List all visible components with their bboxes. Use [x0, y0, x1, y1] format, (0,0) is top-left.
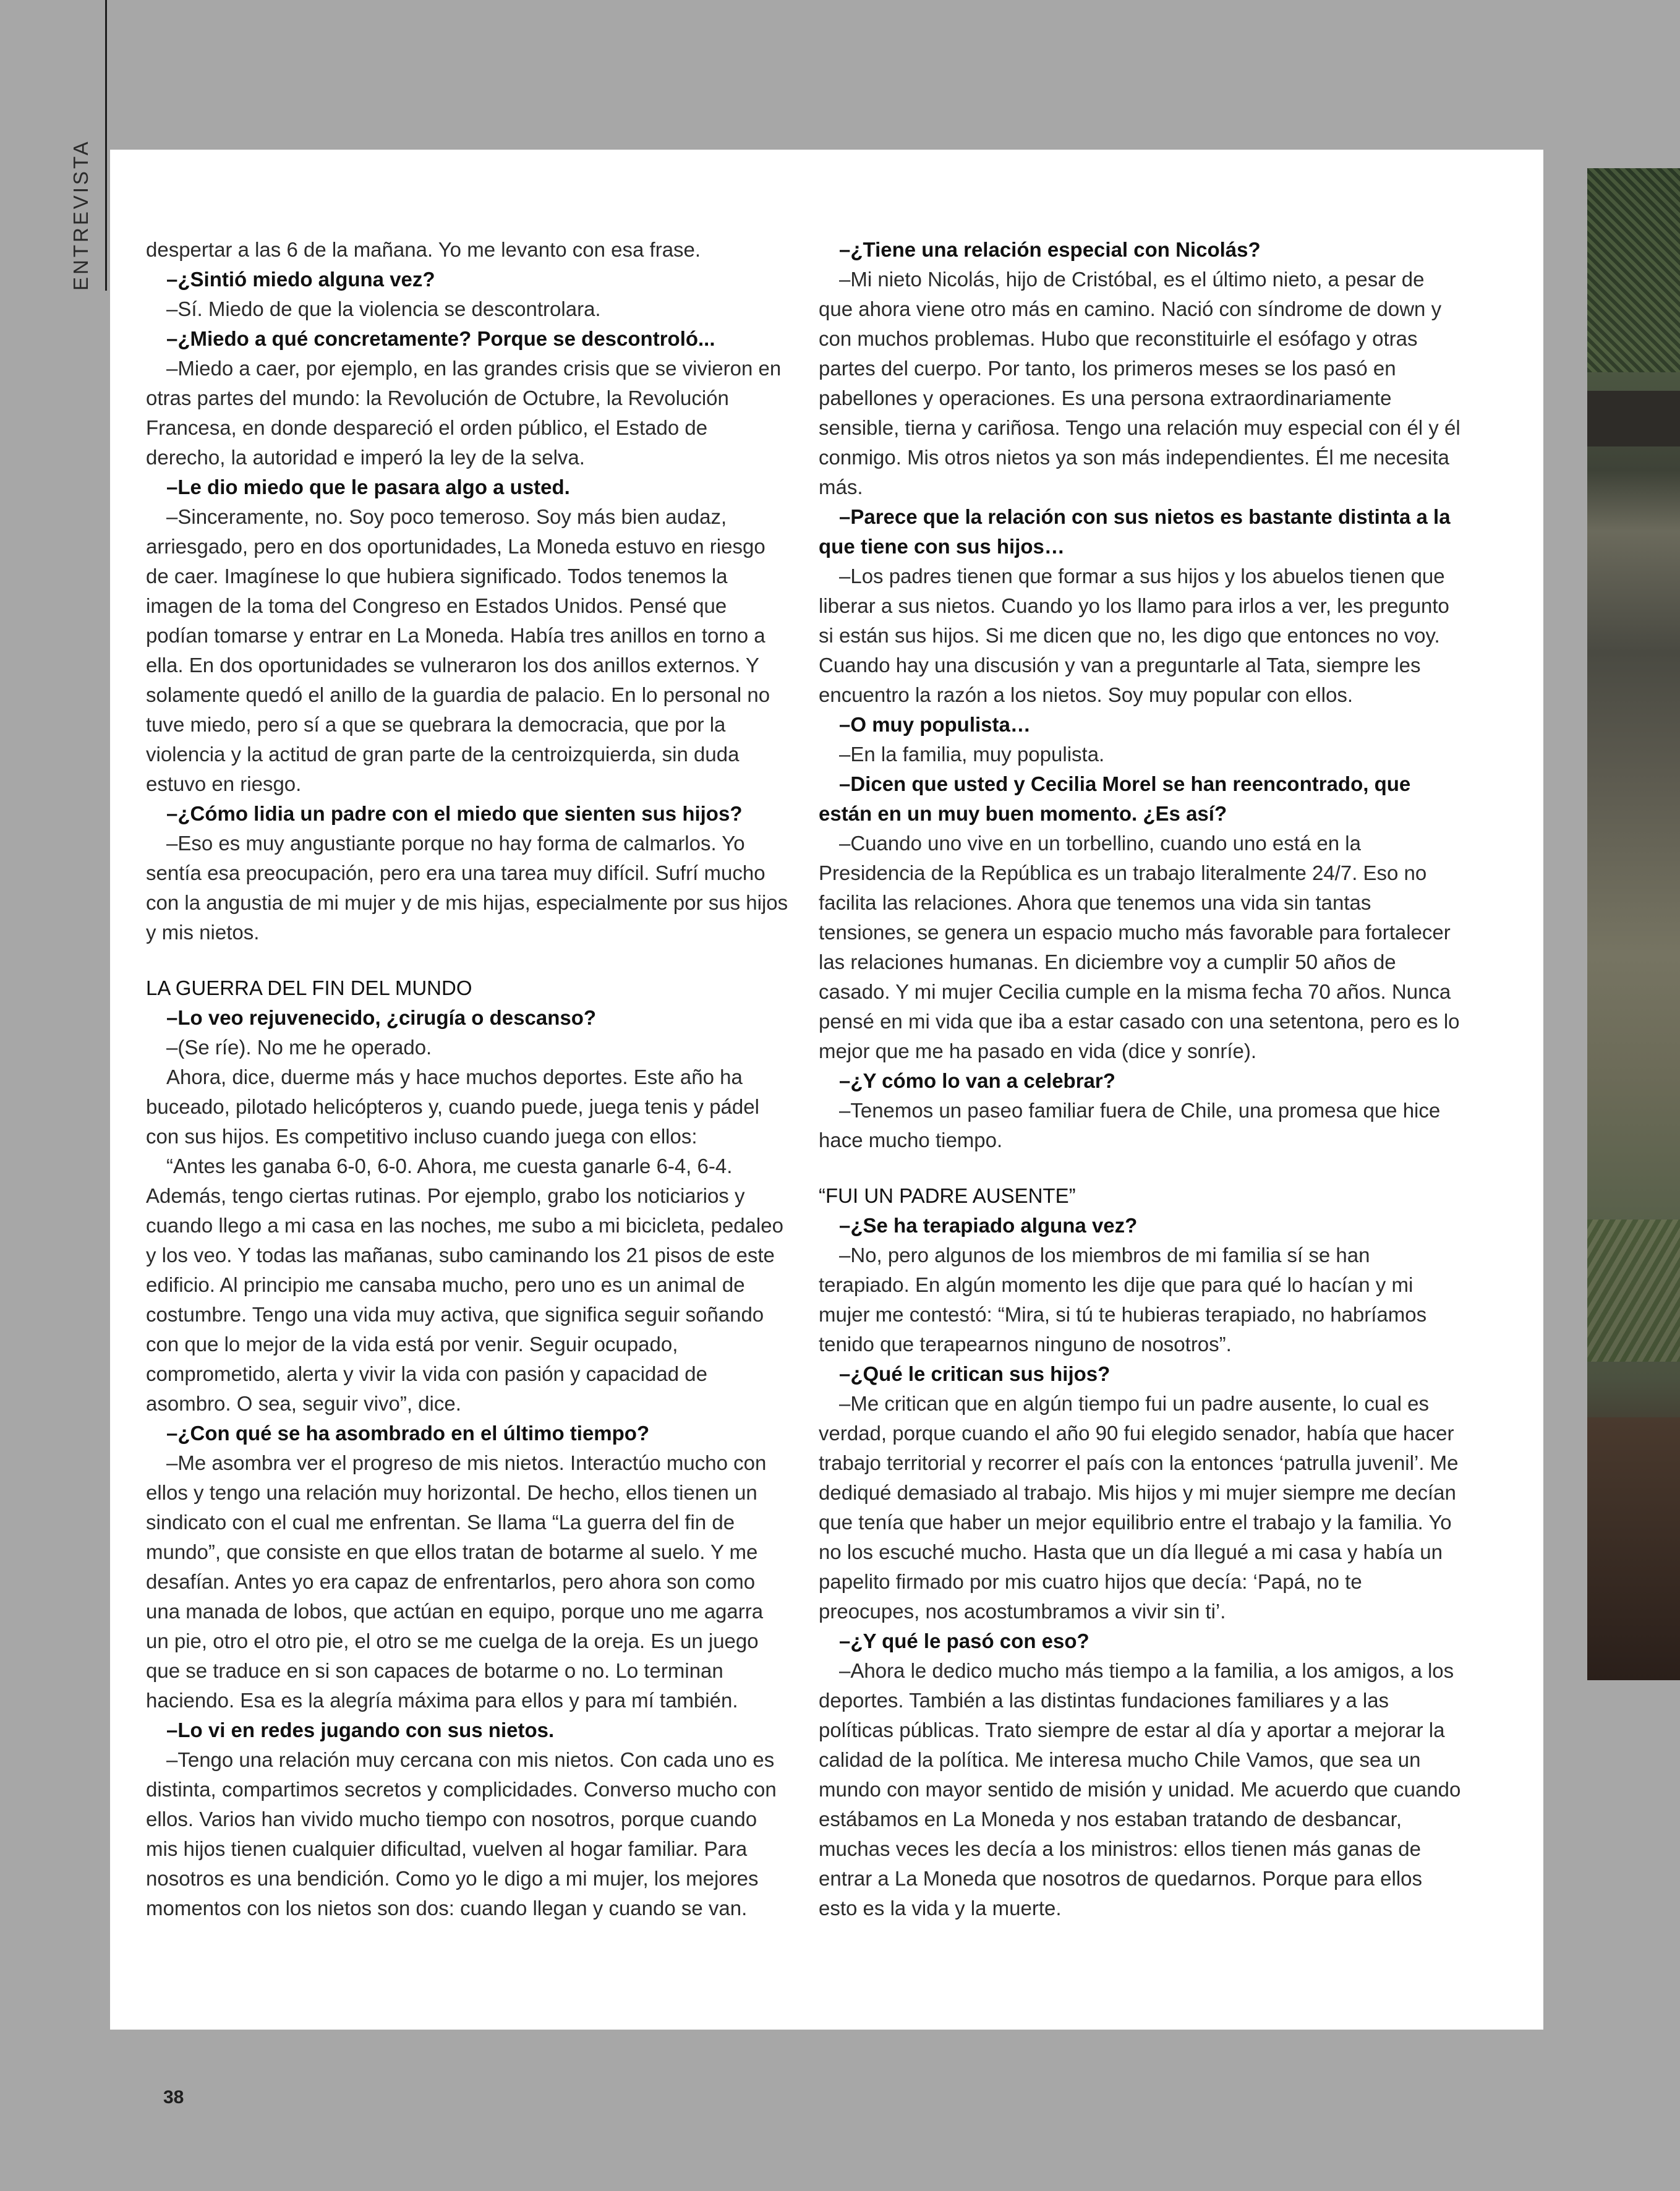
answer: –Sinceramente, no. Soy poco temeroso. Soy más bien audaz, arriesgado, pero en dos oportunidades, La Moneda estuvo en riesgo de caer. Imagínese lo que hubiera significado. Todos tenemos la imagen de la toma del Congreso en Estados Unidos. Pensé que podían tomarse y entrar en La Moneda. Había tres anillos en torno a ella. En dos oportunidades se vulneraron los dos anillos externos. Y solamente quedó el anillo de la guardia de palacio. En lo personal no tuve miedo, pero sí a que se quebrara la democracia, que por la violencia y la actitud de gran parte de la centroizquierda, sin duda estuvo en riesgo. — [146, 505, 770, 795]
question: –Lo vi en redes jugando con sus nietos. — [166, 1719, 555, 1741]
answer: –Los padres tienen que formar a sus hijos y los abuelos tienen que liberar a sus nietos. Cuando yo los llamo para irlos a ver, les pregunto si están sus hijos. Si me dicen que no, les digo que entonces no voy. Cuando hay una discusión y van a preguntarle al Tata, siempre les encuentro la razón a los nietos. Soy muy popular con ellos. — [819, 565, 1449, 706]
continued-text: despertar a las 6 de la mañana. Yo me levanto con esa frase. — [146, 238, 701, 261]
answer: –Eso es muy angustiante porque no hay forma de calmarlos. Yo sentía esa preocupación, pero era una tarea muy difícil. Sufrí mucho con la angustia de mi mujer y de mis hijas, especialmente por sus hijos y mis nietos. — [146, 832, 788, 944]
question: –Le dio miedo que le pasara algo a usted. — [166, 476, 570, 498]
answer: –Ahora le dedico mucho más tiempo a la familia, a los amigos, a los deportes. También a las distintas fundaciones familiares y a las políticas públicas. Trato siempre de estar al día y aportar a mejorar la calidad de la política. Me interesa mucho Chile Vamos, que sea un mundo con mayor sentido de misión y unidad. Me acuerdo que cuando estábamos en La Moneda y nos estaban tratando de desbancar, muchas veces les decía a los ministros: ellos tienen más ganas de entrar a La Moneda que nosotros de quedarnos. Porque para ellos esto es la vida y la muerte. — [819, 1659, 1461, 1920]
answer: –Tenemos un paseo familiar fuera de Chile, una promesa que hice hace mucho tiempo. — [819, 1099, 1441, 1151]
question: –¿Sintió miedo alguna vez? — [166, 268, 435, 291]
margin-rule — [105, 0, 107, 291]
question: –¿Con qué se ha asombrado en el último tiempo? — [166, 1422, 650, 1445]
page-number: 38 — [163, 2087, 184, 2108]
answer: –En la familia, muy populista. — [839, 743, 1105, 766]
answer: –Me asombra ver el progreso de mis nietos. Interactúo mucho con ellos y tengo una relación muy horizontal. De hecho, ellos tienen un sindicato con el cual me enfrentan. Se llama “La guerra del fin de mundo”, que consiste en que ellos tratan de botarme al suelo. Y me desafían. Antes yo era capaz de enfrentarlos, pero ahora son como una manada de lobos, que actúan en equipo, porque uno me agarra un pie, otro el otro pie, el otro se me cuelga de la oreja. Es un juego que se traduce en si son capaces de botarme o no. Lo terminan haciendo. Esa es la alegría máxima para ellos y para mí también. — [146, 1451, 767, 1712]
answer: –Me critican que en algún tiempo fui un padre ausente, lo cual es verdad, porque cuando el año 90 fui elegido senador, había que hacer trabajo territorial y recorrer el país con la entonces ‘patrulla juvenil’. Me dediqué demasiado al trabajo. Mis hijos y mi mujer siempre me decían que tenía que haber un mejor equilibrio entre el trabajo y la familia. Yo no los escuché mucho. Hasta que un día llegué a mi casa y había un papelito firmado por mis cuatro hijos que decía: ‘Papá, no te preocupes, nos acostumbramos a vivir sin ti’. — [819, 1392, 1459, 1623]
photo-garden — [1587, 1219, 1680, 1362]
section-label: ENTREVISTA — [69, 139, 92, 291]
answer: –Mi nieto Nicolás, hijo de Cristóbal, es el último nieto, a pesar de que ahora viene otro más en camino. Nació con síndrome de down y con muchos problemas. Hubo que reconstituirle el esófago y otras partes del cuerpo. Por tanto, los primeros meses se los pasó en pabellones y operaciones. Es una persona extraordinariamente sensible, tierna y cariñosa. Tengo una relación muy especial con él y él conmigo. Mis otros nietos ya son más independientes. Él me necesita más. — [819, 268, 1460, 498]
answer: “Antes les ganaba 6-0, 6-0. Ahora, me cuesta ganarle 6-4, 6-4. Además, tengo ciertas rutinas. Por ejemplo, grabo los noticiarios y cuando llego a mi casa en las noches, me subo a mi bicicleta, pedaleo y los veo. Y todas las mañanas, subo caminando los 21 pisos de este edificio. Al principio me cansaba mucho, pero uno es un animal de costumbre. Tengo una vida muy activa, que significa seguir soñando con que lo mejor de la vida está por venir. Seguir ocupado, comprometido, alerta y vivir la vida con pasión y capacidad de asombro. O sea, seguir vivo”, dice. — [146, 1155, 783, 1415]
answer: –Cuando uno vive en un torbellino, cuando uno está en la Presidencia de la República es un trabajo literalmente 24/7. Eso no facilita las relaciones. Ahora que tenemos una vida sin tantas tensiones, se genera un espacio mucho más favorable para fortalecer las relaciones humanas. En diciembre voy a cumplir 50 años de casado. Y mi mujer Cecilia cumple en la misma fecha 70 años. Nunca pensé en mi vida que iba a estar casado con una setentona, pero es lo mejor que me ha pasado en vida (dice y sonríe). — [819, 832, 1460, 1062]
section-heading: LA GUERRA DEL FIN DEL MUNDO — [146, 976, 472, 999]
question: –¿Y qué le pasó con eso? — [839, 1629, 1089, 1652]
question: –¿Se ha terapiado alguna vez? — [839, 1214, 1138, 1237]
question: –¿Y cómo lo van a celebrar? — [839, 1069, 1115, 1092]
section-heading: “FUI UN PADRE AUSENTE” — [819, 1184, 1076, 1207]
article-page — [110, 150, 1543, 2030]
question: –Dicen que usted y Cecilia Morel se han reencontrado, que están en un muy buen momento. ¿Es así? — [819, 772, 1411, 825]
question: –¿Tiene una relación especial con Nicolás? — [839, 238, 1261, 261]
edge-photo — [1587, 168, 1680, 1680]
answer: Ahora, dice, duerme más y hace muchos deportes. Este año ha buceado, pilotado helicópteros y, cuando puede, juega tenis y pádel con sus hijos. Es competitivo incluso cuando juega con ellos: — [146, 1066, 759, 1148]
question: –¿Qué le critican sus hijos? — [839, 1362, 1111, 1385]
answer: –Tengo una relación muy cercana con mis nietos. Con cada uno es distinta, compartimos secretos y complicidades. Converso mucho con ellos. Varios han vivido mucho tiempo con nosotros, porque cuando mis hijos tienen cualquier dificultad, vuelven al hogar familiar. Para nosotros es una bendición. Como yo le digo a mi mujer, los mejores momentos con los nietos son dos: cuando llegan y cuando se van. — [146, 1748, 777, 1920]
answer: –(Se ríe). No me he operado. — [166, 1036, 432, 1059]
question: –Lo veo rejuvenecido, ¿cirugía o descanso? — [166, 1006, 597, 1029]
question: –O muy populista… — [839, 713, 1031, 736]
answer: –Sí. Miedo de que la violencia se descontrolara. — [166, 297, 601, 320]
photo-floor — [1587, 1417, 1680, 1680]
question: –Parece que la relación con sus nietos es bastante distinta a la que tiene con sus hijos… — [819, 505, 1451, 558]
right-column — [819, 235, 1462, 1923]
photo-roof — [1587, 391, 1680, 446]
question: –¿Miedo a qué concretamente? Porque se descontroló... — [166, 327, 715, 350]
left-column — [146, 235, 789, 1923]
answer: –Miedo a caer, por ejemplo, en las grandes crisis que se vivieron en otras partes del mundo: la Revolución de Octubre, la Revolución Francesa, en donde despareció el orden público, el Estado de derecho, la autoridad e imperó la ley de la selva. — [146, 357, 782, 469]
answer: –No, pero algunos de los miembros de mi familia sí se han terapiado. En algún momento les dije que para qué lo hacían y mi mujer me contestó: “Mira, si tú te hubieras terapiado, no habríamos tenido que terapearnos ninguno de nosotros”. — [819, 1244, 1427, 1356]
photo-ivy — [1587, 168, 1680, 372]
question: –¿Cómo lidia un padre con el miedo que sienten sus hijos? — [166, 802, 743, 825]
